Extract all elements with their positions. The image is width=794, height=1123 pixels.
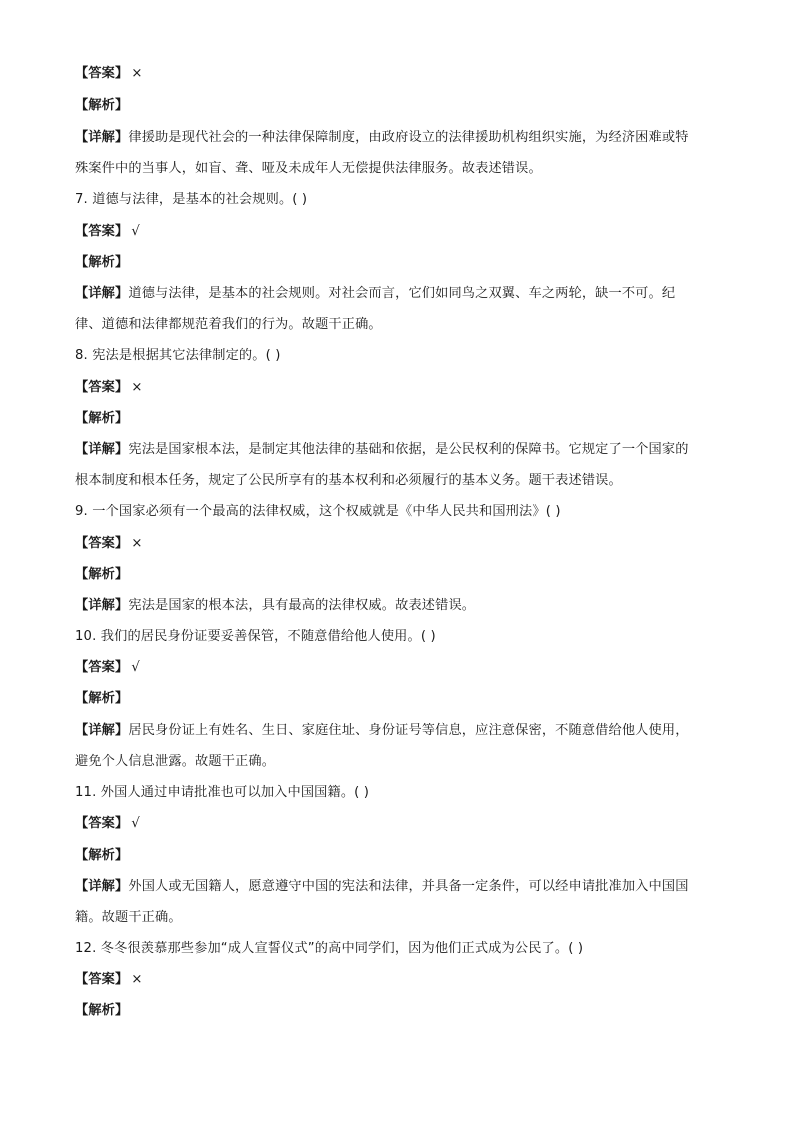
analysis-label: 【解析】 [75, 255, 129, 270]
question-9: 9. 一个国家必须有一个最高的法律权威，这个权威就是《中华人民共和国刑法》( ) [75, 504, 561, 519]
detail-line: 【详解】律援助是现代社会的一种法律保障制度，由政府设立的法律援助机构组织实施，为经济困难或特 [75, 130, 689, 145]
analysis-label: 【解析】 [75, 691, 129, 706]
answer-line [75, 378, 725, 398]
answer-label: 【答案】 [75, 816, 129, 831]
answer-mark: × [131, 536, 143, 551]
answer-label: 【答案】 [75, 66, 129, 81]
analysis-label: 【解析】 [75, 98, 129, 113]
answer-label: 【答案】 [75, 972, 129, 987]
question-12: 12. 冬冬很羡慕那些参加“成人宣誓仪式”的高中同学们，因为他们正式成为公民了。( ) [75, 941, 584, 956]
answer-mark: √ [131, 660, 140, 675]
answer-line [75, 64, 725, 84]
detail-label: 【详解】 [75, 723, 129, 738]
answer-mark: × [131, 66, 143, 81]
detail-line: 籍。故题干正确。 [75, 910, 182, 925]
analysis-label: 【解析】 [75, 567, 129, 582]
detail-line: 【详解】居民身份证上有姓名、生日、家庭住址、身份证号等信息，应注意保密，不随意借给他人使用， [75, 723, 689, 738]
question-7: 7. 道德与法律，是基本的社会规则。( ) [75, 192, 308, 207]
answer-label: 【答案】 [75, 224, 129, 239]
detail-label: 【详解】 [75, 442, 129, 457]
detail-line: 【详解】外国人或无国籍人，愿意遵守中国的宪法和法律，并具备一定条件，可以经申请批准加入中国国 [75, 879, 689, 894]
detail-label: 【详解】 [75, 130, 129, 145]
question-11: 11. 外国人通过申请批准也可以加入中国国籍。( ) [75, 785, 370, 800]
answer-line [75, 970, 725, 990]
answer-line [75, 534, 725, 554]
answer-label: 【答案】 [75, 536, 129, 551]
detail-line: 【详解】宪法是国家的根本法，具有最高的法律权威。故表述错误。 [75, 598, 476, 613]
detail-label: 【详解】 [75, 879, 129, 894]
answer-line [75, 658, 725, 678]
detail-line: 【详解】宪法是国家根本法，是制定其他法律的基础和依据，是公民权利的保障书。它规定了一个国家的 [75, 442, 689, 457]
detail-line: 律、道德和法律都规范着我们的行为。故题干正确。 [75, 317, 382, 332]
detail-line: 殊案件中的当事人，如盲、聋、哑及未成年人无偿提供法律服务。故表述错误。 [75, 161, 542, 176]
analysis-label: 【解析】 [75, 411, 129, 426]
answer-mark: × [131, 972, 143, 987]
answer-line [75, 222, 725, 242]
answer-mark: √ [131, 816, 140, 831]
question-10: 10. 我们的居民身份证要妥善保管，不随意借给他人使用。( ) [75, 629, 436, 644]
detail-line: 【详解】道德与法律，是基本的社会规则。对社会而言，它们如同鸟之双翼、车之两轮，缺一不可。纪 [75, 286, 676, 301]
analysis-label: 【解析】 [75, 1003, 129, 1018]
detail-label: 【详解】 [75, 286, 129, 301]
answer-mark: √ [131, 224, 140, 239]
detail-line: 根本制度和根本任务，规定了公民所享有的基本权利和必须履行的基本义务。题干表述错误。 [75, 473, 622, 488]
detail-label: 【详解】 [75, 598, 129, 613]
answer-line [75, 814, 725, 834]
detail-line: 避免个人信息泄露。故题干正确。 [75, 754, 276, 769]
question-8: 8. 宪法是根据其它法律制定的。( ) [75, 348, 281, 363]
answer-label: 【答案】 [75, 380, 129, 395]
answer-label: 【答案】 [75, 660, 129, 675]
answer-mark: × [131, 380, 143, 395]
analysis-label: 【解析】 [75, 848, 129, 863]
